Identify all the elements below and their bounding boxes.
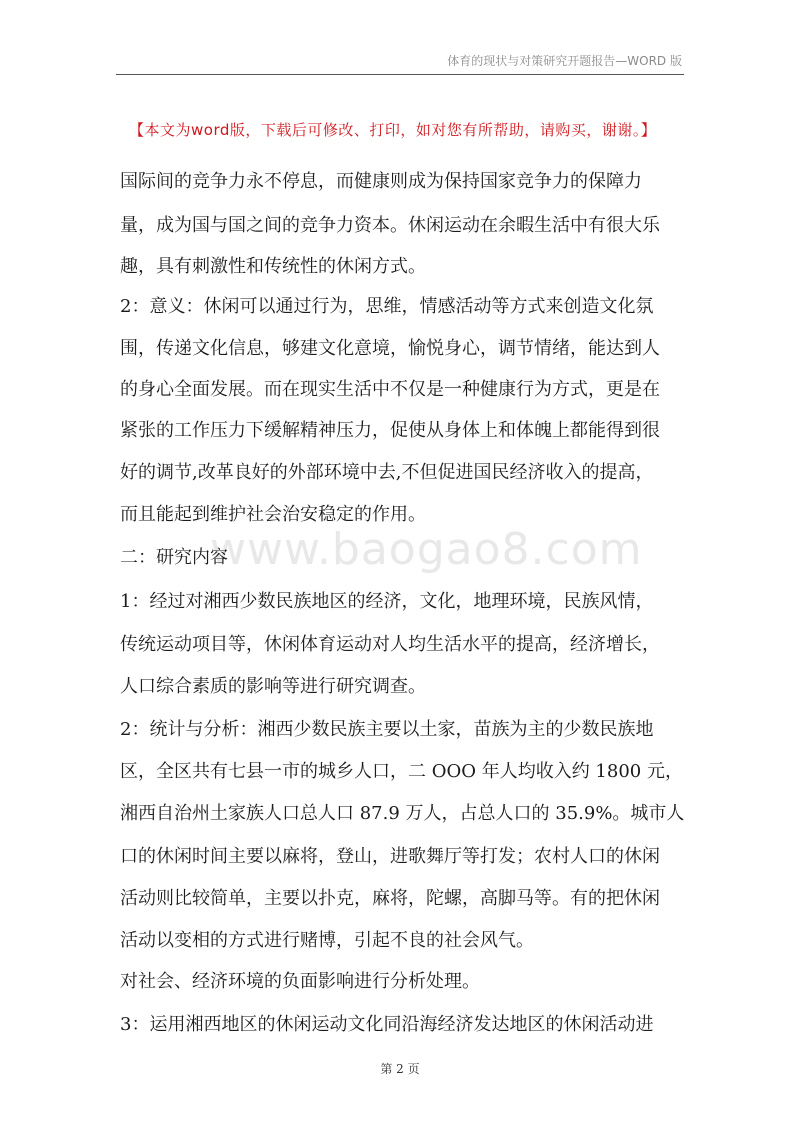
body-line: 2：意义：休闲可以通过行为，思维，情感活动等方式来创造文化氛	[120, 296, 654, 317]
body-line: 2：统计与分析：湘西少数民族主要以土家，苗族为主的少数民族地	[120, 719, 654, 740]
body-line: 活动以变相的方式进行赌博，引起不良的社会风气。	[120, 930, 534, 951]
body-line: 1：经过对湘西少数民族地区的经济，文化，地理环境，民族风情，	[120, 591, 654, 612]
body-line: 好的调节,改革良好的外部环境中去,不但促进国民经济收入的提高，	[120, 462, 654, 483]
body-line: 量，成为国与国之间的竞争力资本。休闲运动在余暇生活中有很大乐	[120, 215, 660, 236]
page-number: 第 2 页	[380, 1062, 420, 1076]
running-header-title: 体育的现状与对策研究开题报告—WORD 版	[447, 54, 682, 68]
body-line: 围，传递文化信息，够建文化意境，愉悦身心，调节情绪，能达到人	[120, 338, 660, 359]
body-line: 对社会、经济环境的负面影响进行分析处理。	[120, 971, 480, 992]
body-line: 湘西自治州土家族人口总人口 87.9 万人，占总人口的 35.9%。城市人	[120, 803, 685, 824]
body-line: 口的休闲时间主要以麻将，登山，进歌舞厅等打发；农村人口的休闲	[120, 846, 660, 867]
body-line: 区，全区共有七县一市的城乡人口，二 OOO 年人均收入约 1800 元，	[120, 761, 683, 782]
watermark: www.baogao8.com	[210, 524, 643, 575]
body-line: 3：运用湘西地区的休闲运动文化同沿海经济发达地区的休闲活动进	[120, 1014, 654, 1035]
body-line: 的身心全面发展。而在现实生活中不仅是一种健康行为方式，更是在	[120, 379, 660, 400]
body-line: 而且能起到维护社会治安稳定的作用。	[120, 504, 426, 525]
download-notice: 【本文为word版，下载后可修改、打印，如对您有所帮助，请购买，谢谢。】	[129, 121, 657, 139]
body-line: 活动则比较简单，主要以扑克，麻将，陀螺，高脚马等。有的把休闲	[120, 888, 660, 909]
body-line: 趣，具有刺激性和传统性的休闲方式。	[120, 256, 426, 277]
body-line: 紧张的工作压力下缓解精神压力，促使从身体上和体魄上都能得到很	[120, 420, 660, 441]
body-line: 国际间的竞争力永不停息，而健康则成为保持国家竞争力的保障力	[120, 171, 642, 192]
header-divider	[116, 74, 684, 75]
body-line: 传统运动项目等，休闲体育运动对人均生活水平的提高，经济增长，	[120, 634, 660, 655]
body-line: 人口综合素质的影响等进行研究调查。	[120, 676, 426, 697]
section-heading: 二：研究内容	[120, 547, 228, 568]
